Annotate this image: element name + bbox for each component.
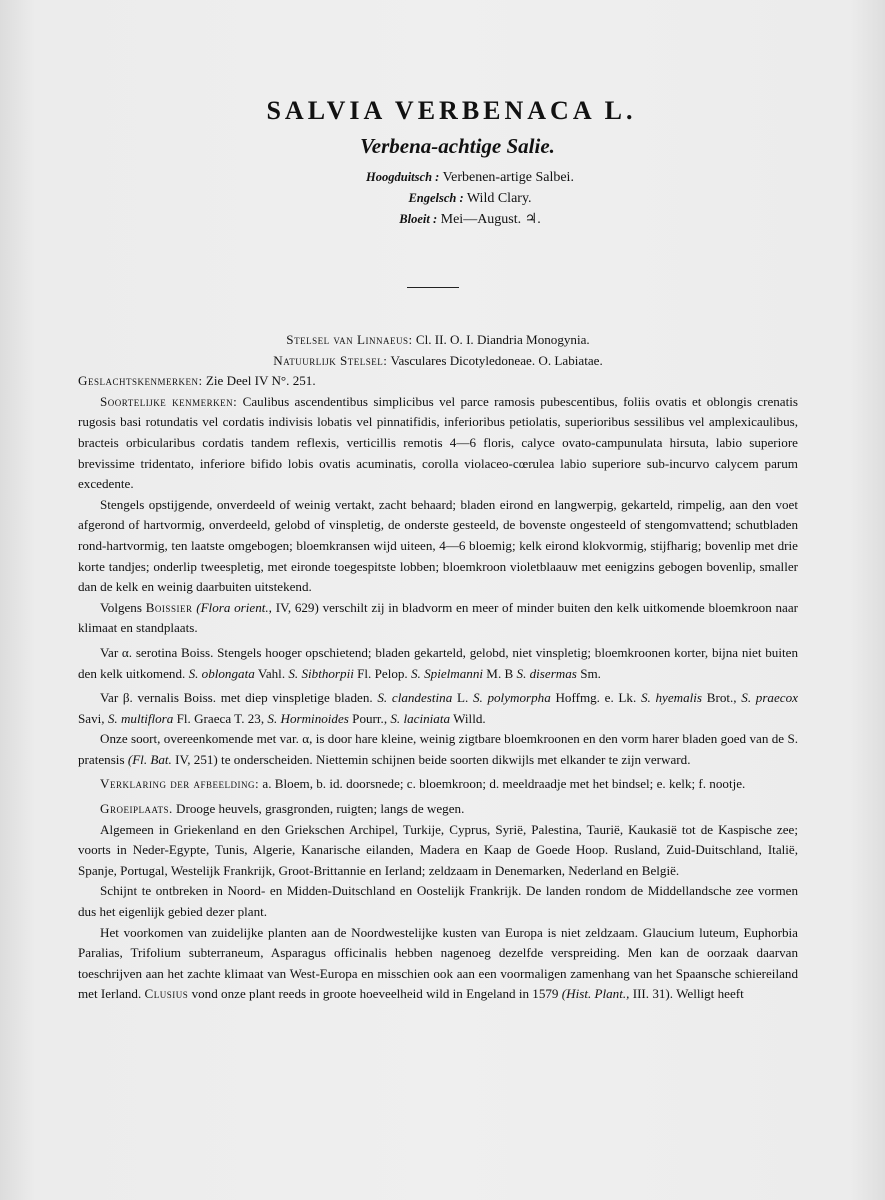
bloom-label: Bloeit : (399, 212, 438, 226)
comparison-paragraph: Onze soort, overeenkomende met var. α, is door hare kleine, weinig zigtbare bloemkroonen en den vorm harer bladen goed van de S. pratensis (Fl. Bat. IV, 251) te onderscheiden. Niettemin schijnen beide soorten dikwijls met elkander te zijn verward. (78, 731, 798, 767)
variety-beta-paragraph: Var β. vernalis Boiss. met diep vinspletige bladen. S. clandestina L. S. polymorpha Hoffmg. e. Lk. S. hyemalis Brot., S. praecox Savi, S. multiflora Fl. Graeca T. 23, S. Horminoides Pourr., S. laciniata Willd. (78, 690, 798, 726)
variety-alpha-paragraph: Var α. serotina Boiss. Stengels hooger opschietend; bladen gekarteld, gelobd, niet vinspletig; bloemkroonen korter, bijna niet buiten den kelk uitkomend. S. oblongata Vahl. S. Sibthorpii Fl. Pelop. S. Spielmanni M. B S. disermas Sm. (78, 644, 798, 681)
page-header (0, 96, 885, 230)
description-paragraph: Stengels opstijgende, onverdeeld of weinig vertakt, zacht behaard; bladen eirond en langwerpig, gekarteld, rimpelig, aan den voet afgerond of hartvormig, onverdeeld, gelobd of vinspletig, de onderste gesteeld, de bovenste ongesteeld of stengomvattend; schutbladen rond-hartvormig, ten laatste omgebogen; bloemkransen wijd uiteen, 4—6 bloemig; kelk eirond klokvormig, stijfharig; bovenlip met drie korte tandjes; onderlip tweespletig, met eironde toegespitste lobben; bloemkroon violetblaauw met eenigzins gebogen bovenlip, smaller dan de kelk en weinig daarbuiten uitstekend. (78, 496, 798, 595)
natural-system: Natuurlijk Stelsel: Vasculares Dicotyledoneae. O. Labiatae. (273, 352, 603, 368)
species-characters: Soortelijke kenmerken: Caulibus ascendentibus simplicibus vel parce ramosis pubescentibus, foliis ovatis et oblongis crenatis rugosis basi rotundatis vel cordatis indivisis lobatis vel pinnatifidis, inferioribus petiolatis, superioribus sessilibus vel amplexicaulibus, bracteis orbicularibus cordatis tandem reflexis, verticillis remotis 4—6 floris, calyce ovato-campunulata hirsuta, labio superiore brevissime tridentato, inferiore bifido lobis ovatis acuminatis, corolla violaceo-cœrulea labio superiore sub-incurvo calycem parum excedente. (78, 393, 798, 492)
boissier-paragraph: Volgens Boissier (Flora orient., IV, 629) verschilt zij in bladvorm en meer of minder buiten den kelk uitkomende bloemkroon naar klimaat en standplaats. (78, 599, 799, 636)
german-label: Hoogduitsch : (366, 170, 440, 184)
bloom-value: Mei—August. ♃. (440, 212, 541, 227)
english-value: Wild Clary. (466, 191, 532, 206)
linnaeus-system: Stelsel van Linnaeus: Cl. II. O. I. Diandria Monogynia. (286, 332, 590, 347)
habitat-paragraph: Groeiplaats. Drooge heuvels, grasgronden, ruigten; langs de wegen. (100, 801, 465, 817)
history-paragraph: Het voorkomen van zuidelijke planten aan de Noordwestelijke kusten van Europa is niet zeldzaam. Glaucium luteum, Euphorbia Paralias, Trifolium subterraneum, Asparagus officinalis hebben nagenoeg dezelfde verspreiding. Men kan de oorzaak daarvan toeschrijven aan het zachte klimaat van West-Europa en misschien ook aan een voormaligen zamenhang van het Spaansche schiereiland met Ierland. Clusius vond onze plant reeds in groote hoeveelheid wild in Engeland in 1579 (Hist. Plant., III. 31). Welligt heeft (78, 924, 798, 1002)
bloom-line (55, 209, 885, 230)
figure-explanation: Verklaring der afbeelding: a. Bloem, b. id. doorsnede; c. bloemkroon; d. meeldraadje met het bindsel; e. kelk; f. nootje. (100, 776, 746, 792)
absence-paragraph: Schijnt te ontbreken in Noord- en Midden-Duitschland en Oostelijk Frankrijk. De landen rondom de Middellandsche zee vormen dus het eigenlijk gebied dezer plant. (78, 883, 798, 920)
vernacular-names (0, 167, 885, 230)
header-divider (407, 287, 459, 288)
german-value: Verbenen-artige Salbei. (442, 170, 574, 185)
genus-characters: Geslachtskenmerken: Zie Deel IV N°. 251. (78, 373, 316, 389)
page-body (78, 330, 798, 1005)
german-name-line (55, 167, 885, 188)
species-title: SALVIA VERBENACA L. (266, 96, 637, 125)
distribution-paragraph: Algemeen in Griekenland en den Griekschen Archipel, Turkije, Cyprus, Syrië, Palestina, Taurië, Kaukasië tot de Kaspische zee; voorts in Neder-Egypte, Tunis, Algerie, Kanarische eilanden, Madera en Kaap de Goede Hoop. Rusland, Zuid-Duitschland, Italië, Spanje, Portugal, Westelijk Frankrijk, Groot-Brittannie en Ierland; zeldzaam in Denemarken, Nederland en België. (78, 821, 798, 878)
dutch-name: Verbena-achtige Salie. (360, 134, 555, 158)
english-name-line (55, 188, 885, 209)
english-label: Engelsch : (408, 191, 464, 205)
